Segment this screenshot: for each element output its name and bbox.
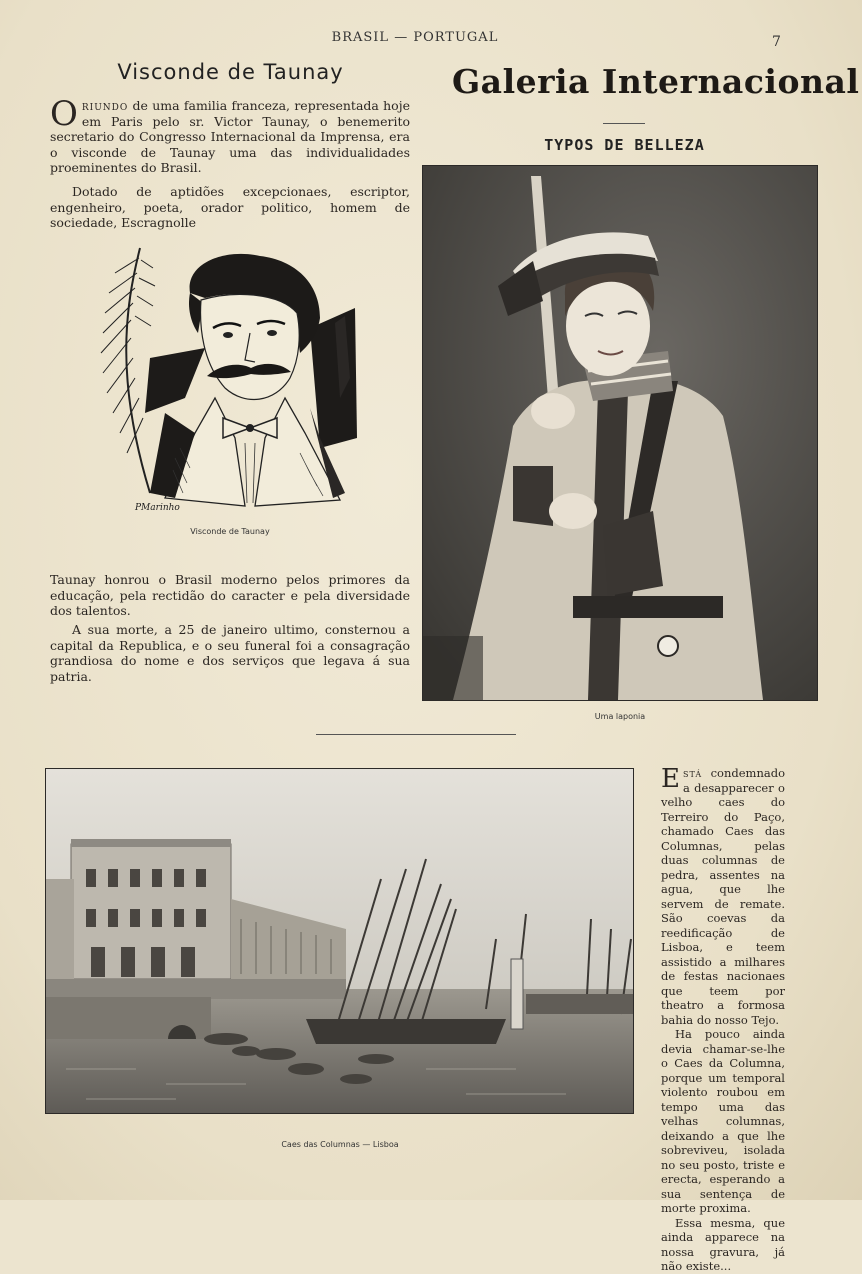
side-paragraph-3: Essa mesma, que ainda apparece na nossa gravura, já não existe... <box>661 1215 785 1273</box>
article-paragraph-2: Dotado de aptidões excepcionaes, escriptor, engenheiro, poeta, orador politico, homem de sociedade, Escragnolle <box>50 184 410 230</box>
drop-cap: O <box>50 94 78 134</box>
side-paragraph-2: Ha pouco ainda devia chamar-se-lhe o Caes da Columna, porque um temporal violento roubou em tempo uma das velhas columnas, deixando a que lhe sobreviveu, isolada no seu posto, triste e erecta, esperando a sua sentença de morte proxima. <box>661 1027 785 1215</box>
gallery-title: Galeria Internacional <box>452 62 860 101</box>
photo-caption: Uma laponia <box>594 712 646 721</box>
article-paragraph-1 <box>50 94 410 176</box>
gallery-subtitle: TYPOS DE BELLEZA <box>544 136 705 154</box>
lapp-woman-photo <box>422 165 818 701</box>
svg-text:PMarinho: PMarinho <box>135 503 180 513</box>
article-paragraph-3: Taunay honrou o Brasil moderno pelos primores da educação, pela rectidão do caracter e pela diversidade dos talentos. <box>50 572 410 618</box>
side-paragraph-1 <box>661 766 785 1027</box>
side-column-text <box>661 766 785 1274</box>
paragraph-text: de uma familia franceza, representada hoje em Paris pelo sr. Victor Taunay, o benemerito secretario do Congresso Internacional da Imprensa, era o visconde de Taunay uma das individualidades proeminentes do Brasil. <box>50 98 410 175</box>
harbour-caption: Caes das Columnas — Lisboa <box>281 1140 399 1149</box>
taunay-portrait-illustration <box>95 238 365 523</box>
title-rule <box>603 123 645 124</box>
drop-cap: E <box>661 764 680 794</box>
article-title: Visconde de Taunay <box>117 60 344 84</box>
harbour-photo <box>45 768 634 1114</box>
small-caps-lead: riundo <box>81 98 129 113</box>
paragraph-text: condemnado a desapparecer o velho caes do Terreiro do Paço, chamado Caes das Columnas, pelas duas columnas de pedra, assentes na agua, que lhe servem de remate. São coevas da reedificação de Lisboa, e teem assistido a milhares de festas nacionaes que teem por theatro a formosa bahia do nosso Tejo. <box>661 766 785 1027</box>
article-paragraph-4: A sua morte, a 25 de janeiro ultimo, consternou a capital da Republica, e o seu funeral foi a consagração grandiosa do nome e dos serviços que legava á sua patria. <box>50 622 410 684</box>
section-divider <box>316 734 516 735</box>
portrait-caption: Visconde de Taunay <box>190 527 270 536</box>
small-caps-lead: stá <box>682 766 703 780</box>
running-head: BRASIL — PORTUGAL <box>331 30 499 45</box>
page-number: 7 <box>772 34 781 50</box>
